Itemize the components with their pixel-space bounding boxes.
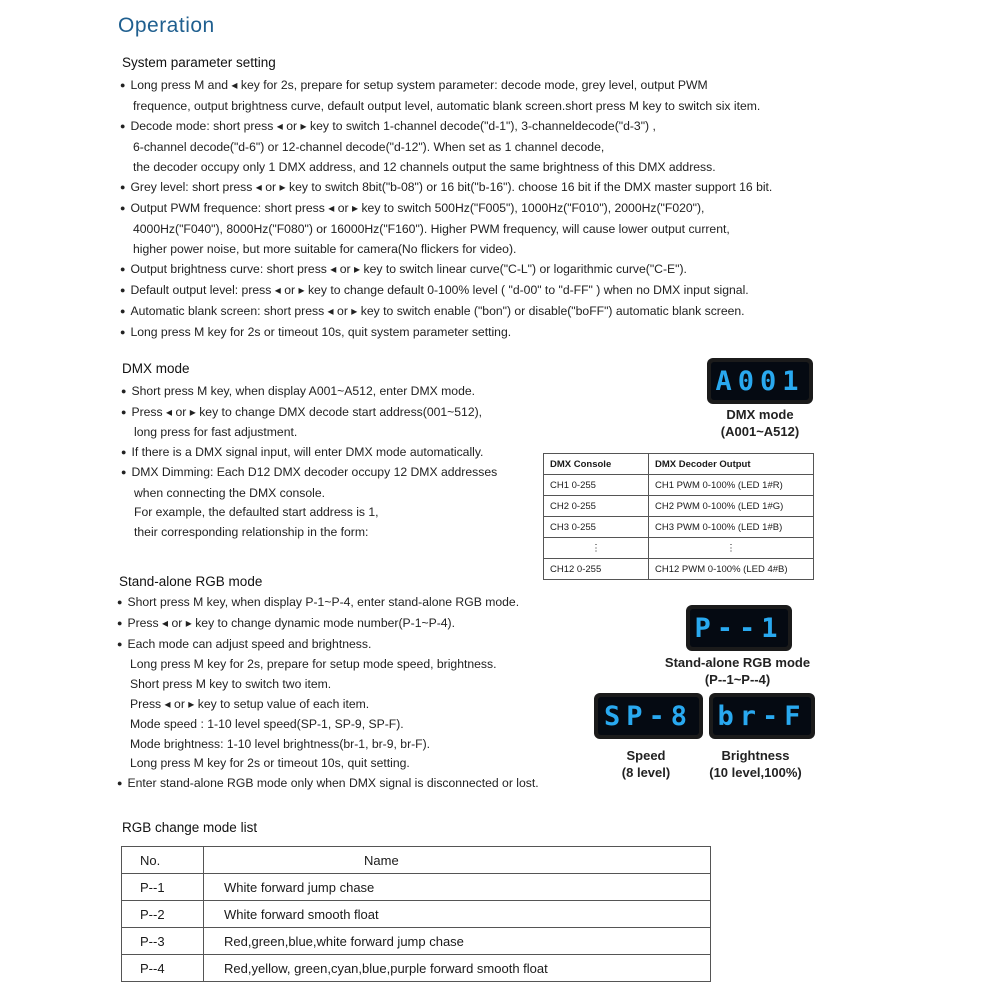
- table-header: DMX Console: [544, 454, 649, 475]
- table-cell: P--2: [122, 901, 204, 928]
- brightness-display-value: br-F: [713, 697, 811, 735]
- list-item: Short press M key to switch two item.: [130, 677, 332, 692]
- list-item: Press ◂ or ▸ key to setup value of each item.: [130, 696, 370, 711]
- table-cell: P--3: [122, 928, 204, 955]
- table-cell: CH1 0-255: [544, 475, 649, 496]
- rgb-mode-list-heading: RGB change mode list: [122, 820, 258, 835]
- caption-line: (A001~A512): [720, 424, 800, 439]
- brightness-caption: [693, 747, 818, 781]
- list-item: frequence, output brightness curve, default output level, automatic blank screen.short press M key to switch six item.: [133, 99, 761, 113]
- table-header-row: [544, 454, 814, 475]
- stand-alone-heading: Stand-alone RGB mode: [119, 574, 263, 589]
- list-item: 4000Hz("F040"), 8000Hz("F080") or 16000Hz("F160"). Higher PWM frequency, will cause lower output current,: [133, 222, 730, 236]
- table-cell: CH3 PWM 0-100% (LED 1#B): [649, 517, 814, 538]
- list-item: ● Output brightness curve: short press ◂ or ▸ key to switch linear curve("C-L") or logarithmic curve("C-E").: [120, 259, 772, 280]
- table-row: [122, 874, 711, 901]
- brightness-led-display: [709, 693, 815, 739]
- table-cell: Red,green,blue,white forward jump chase: [204, 928, 711, 955]
- list-item: ● Long press M and ◂ key for 2s, prepare for setup system parameter: decode mode, grey level, output PWM: [120, 75, 772, 96]
- table-row: [122, 928, 711, 955]
- table-header: Name: [204, 847, 711, 874]
- table-cell: White forward smooth float: [204, 901, 711, 928]
- table-header: No.: [122, 847, 204, 874]
- list-item: 6-channel decode("d-6") or 12-channel decode("d-12"). When set as 1 channel decode,: [133, 140, 605, 154]
- caption-line: Speed: [626, 748, 666, 763]
- table-cell: ⋮: [649, 538, 814, 559]
- table-cell: CH12 0-255: [544, 559, 649, 580]
- table-row: [122, 955, 711, 982]
- list-item: ● Grey level: short press ◂ or ▸ key to switch 8bit("b-08") or 16 bit("b-16"). choose 16 bit if the DMX master support 16 bit.: [120, 177, 772, 198]
- table-row: [544, 496, 814, 517]
- list-item: ● Decode mode: short press ◂ or ▸ key to switch 1-channel decode("d-1"), 3-channeldecode("d-3") ,: [120, 116, 772, 137]
- list-item: Long press M key for 2s, prepare for setup mode speed, brightness.: [130, 657, 497, 672]
- dmx-led-display: [707, 358, 813, 404]
- speed-led-display: [594, 693, 703, 739]
- caption-line: (P--1~P--4): [704, 672, 771, 687]
- list-item: when connecting the DMX console.: [134, 485, 326, 500]
- caption-line: DMX mode: [726, 407, 794, 422]
- table-cell: CH2 0-255: [544, 496, 649, 517]
- speed-caption: [596, 747, 696, 781]
- list-item: ● Automatic blank screen: short press ◂ or ▸ key to switch enable ("bon") or disable("boFF") automatic blank screen.: [120, 301, 772, 322]
- dmx-display-caption: [690, 406, 830, 440]
- list-item: ● Default output level: press ◂ or ▸ key to change default 0-100% level ( "d-00" to "d-FF" ) when no DMX input signal.: [120, 280, 772, 301]
- dmx-mode-list: [121, 382, 497, 542]
- table-row: [544, 517, 814, 538]
- table-row: [544, 475, 814, 496]
- system-parameter-list: [120, 75, 772, 343]
- list-item: their corresponding relationship in the form:: [134, 524, 369, 539]
- caption-line: Brightness: [721, 748, 790, 763]
- system-parameter-heading: System parameter setting: [122, 55, 276, 70]
- table-cell: Red,yellow, green,cyan,blue,purple forward smooth float: [204, 955, 711, 982]
- speed-display-value: SP-8: [598, 697, 699, 735]
- table-cell: ⋮: [544, 538, 649, 559]
- rgb-mode-table: [121, 846, 711, 982]
- dmx-display-value: A001: [711, 362, 809, 400]
- list-item: ● Long press M key for 2s or timeout 10s, quit system parameter setting.: [120, 322, 772, 343]
- list-item: ● If there is a DMX signal input, will enter DMX mode automatically.: [121, 443, 497, 464]
- list-item: ● Short press M key, when display A001~A512, enter DMX mode.: [121, 382, 497, 403]
- stand-alone-led-display: [686, 605, 792, 651]
- table-row: [122, 901, 711, 928]
- list-item: For example, the defaulted start address is 1,: [134, 505, 379, 519]
- list-item: ● Short press M key, when display P-1~P-4, enter stand-alone RGB mode.: [117, 593, 539, 614]
- list-item: ● Each mode can adjust speed and brightness.: [117, 635, 539, 656]
- table-cell: CH1 PWM 0-100% (LED 1#R): [649, 475, 814, 496]
- list-item: higher power noise, but more suitable for camera(No flickers for video).: [133, 242, 517, 256]
- list-item: ● Enter stand-alone RGB mode only when DMX signal is disconnected or lost.: [117, 774, 539, 795]
- page-title: Operation: [118, 14, 215, 37]
- dmx-channel-table: [543, 453, 814, 580]
- table-header-row: [122, 847, 711, 874]
- table-row: [544, 538, 814, 559]
- stand-alone-list: [117, 593, 539, 795]
- list-item: ● Press ◂ or ▸ key to change dynamic mode number(P-1~P-4).: [117, 614, 539, 635]
- caption-line: (10 level,100%): [709, 765, 802, 780]
- dmx-mode-heading: DMX mode: [122, 361, 190, 376]
- list-item: the decoder occupy only 1 DMX address, and 12 channels output the same brightness of this DMX address.: [133, 160, 716, 174]
- table-row: [544, 559, 814, 580]
- list-item: Mode brightness: 1-10 level brightness(br-1, br-9, br-F).: [130, 736, 431, 751]
- stand-alone-display-caption: [650, 654, 825, 688]
- list-item: long press for fast adjustment.: [134, 425, 298, 439]
- list-item: ● Output PWM frequence: short press ◂ or ▸ key to switch 500Hz("F005"), 1000Hz("F010"), 2000Hz("F020"),: [120, 198, 772, 219]
- list-item: Long press M key for 2s or timeout 10s, quit setting.: [130, 756, 410, 771]
- table-cell: CH12 PWM 0-100% (LED 4#B): [649, 559, 814, 580]
- list-item: ● Press ◂ or ▸ key to change DMX decode start address(001~512),: [121, 403, 497, 424]
- table-cell: P--4: [122, 955, 204, 982]
- list-item: Mode speed : 1-10 level speed(SP-1, SP-9, SP-F).: [130, 716, 404, 731]
- table-cell: CH2 PWM 0-100% (LED 1#G): [649, 496, 814, 517]
- table-header: DMX Decoder Output: [649, 454, 814, 475]
- table-cell: White forward jump chase: [204, 874, 711, 901]
- caption-line: Stand-alone RGB mode: [664, 655, 811, 670]
- table-cell: P--1: [122, 874, 204, 901]
- table-cell: CH3 0-255: [544, 517, 649, 538]
- caption-line: (8 level): [621, 765, 671, 780]
- list-item: ● DMX Dimming: Each D12 DMX decoder occupy 12 DMX addresses: [121, 463, 497, 484]
- stand-alone-display-value: P--1: [690, 609, 788, 647]
